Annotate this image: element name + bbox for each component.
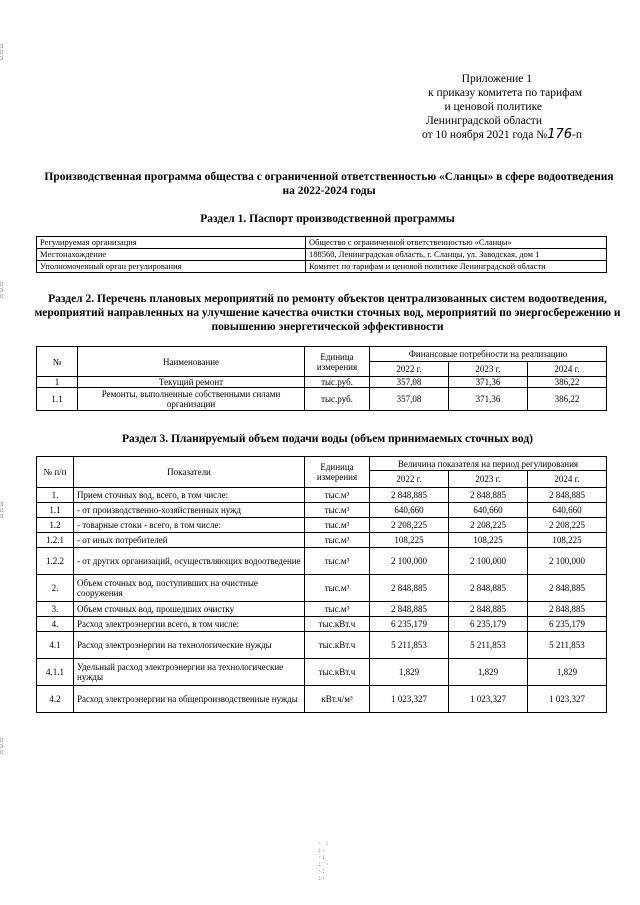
table-row xyxy=(37,503,607,518)
cell-unit: тыс.кВт.ч xyxy=(305,632,370,659)
passport-label: Местонахождение xyxy=(37,249,306,261)
cell-name: - товарные стоки - всего, в том числе: xyxy=(74,518,305,533)
cell-num: 1 xyxy=(37,377,78,388)
table-row xyxy=(37,388,607,411)
passport-value: Общество с ограниченной ответственностью «Сланцы» xyxy=(306,237,607,249)
header-row xyxy=(37,457,607,471)
cell-unit: тыс.руб. xyxy=(305,388,370,411)
section3-heading: Раздел 3. Планируемый объем подачи воды (объем принимаемых сточных вод) xyxy=(122,433,533,445)
passport-label: Уполномоченный орган регулирования xyxy=(37,261,306,273)
table-row xyxy=(37,237,607,249)
cell-name: Объем сточных вод, прошедших очистку xyxy=(74,602,305,617)
cell-num: 4. xyxy=(37,617,74,632)
cell-value: 6 235,179 xyxy=(527,617,606,632)
cell-value: 2 848,885 xyxy=(448,602,527,617)
cell-name: - от производственно-хозяйственных нужд xyxy=(74,503,305,518)
cell-num: 4.1.1 xyxy=(37,659,74,686)
table-row xyxy=(37,548,607,575)
scan-dots: · : :· ·: : · ·: :· xyxy=(318,840,329,882)
cell-name: - от других организаций, осуществляющих водоотведение xyxy=(74,548,305,575)
scan-mark-bottom: ⁞⁝ ⁝⁞ ⁞⁝ xyxy=(0,737,4,756)
header-name: Наименование xyxy=(78,347,305,377)
cell-num: 3. xyxy=(37,602,74,617)
cell-value: 2 848,885 xyxy=(527,488,606,503)
cell-value: 108,225 xyxy=(448,533,527,548)
cell-value: 2 100,000 xyxy=(448,548,527,575)
section1-heading: Раздел 1. Паспорт производственной программы xyxy=(200,213,455,225)
cell-value: 2 848,885 xyxy=(527,575,606,602)
cell-value: 2 848,885 xyxy=(370,575,449,602)
cell-value: 6 235,179 xyxy=(370,617,449,632)
cell-value: 2 208,225 xyxy=(527,518,606,533)
cell-unit: тыс.м³ xyxy=(305,488,370,503)
cell-unit: тыс.руб. xyxy=(305,377,370,388)
cell-unit: тыс.кВт.ч xyxy=(305,617,370,632)
appendix-line4: Ленинградской области xyxy=(425,115,542,127)
cell-value: 386,22 xyxy=(527,388,606,411)
header-name: Показатели xyxy=(74,457,305,488)
cell-name: Текущий ремонт xyxy=(78,377,305,388)
cell-num: 1. xyxy=(37,488,74,503)
cell-unit: тыс.м³ xyxy=(305,602,370,617)
cell-num: 1.1 xyxy=(37,388,78,411)
cell-name: Ремонты, выполненные собственными силами организации xyxy=(78,388,305,411)
header-year: 2024 г. xyxy=(527,471,606,488)
cell-value: 640,660 xyxy=(448,503,527,518)
cell-value: 2 100,000 xyxy=(370,548,449,575)
appendix-block xyxy=(422,72,582,142)
document-title: Производственная программа общества с ограниченной ответственностью «Сланцы» в сфере водоотведения на 2022-2024 годы xyxy=(44,171,614,197)
header-year: 2023 г. xyxy=(448,362,527,377)
cell-value: 2 100,000 xyxy=(527,548,606,575)
scan-mark-low: ⁝⁞ ⁞⁝ ⁝⁞ xyxy=(0,501,4,520)
volume-table xyxy=(36,456,607,713)
cell-value: 1,829 xyxy=(527,659,606,686)
header-unit: Единица измерения xyxy=(305,347,370,377)
cell-num: 1.2 xyxy=(37,518,74,533)
cell-unit: тыс.м³ xyxy=(305,548,370,575)
header-num: № п/п xyxy=(37,457,74,488)
cell-value: 2 848,885 xyxy=(370,488,449,503)
cell-unit: тыс.м³ xyxy=(305,575,370,602)
cell-value: 640,660 xyxy=(527,503,606,518)
order-suffix: -п xyxy=(572,129,582,141)
header-year: 2024 г. xyxy=(527,362,606,377)
appendix-line1: Приложение 1 xyxy=(461,73,532,85)
passport-value: 188560, Ленинградская область, г. Сланцы, ул. Заводская, дом 1 xyxy=(306,249,607,261)
cell-unit: тыс.м³ xyxy=(305,503,370,518)
cell-value: 357,08 xyxy=(370,388,449,411)
cell-value: 2 848,885 xyxy=(448,575,527,602)
cell-value: 371,36 xyxy=(448,377,527,388)
cell-unit: тыс.м³ xyxy=(305,533,370,548)
cell-value: 1,829 xyxy=(370,659,449,686)
cell-value: 1 023,327 xyxy=(448,686,527,713)
table-row xyxy=(37,632,607,659)
cell-value: 6 235,179 xyxy=(448,617,527,632)
order-number: 176 xyxy=(547,127,573,142)
cell-value: 108,225 xyxy=(527,533,606,548)
cell-value: 640,660 xyxy=(370,503,449,518)
cell-value: 5 211,853 xyxy=(527,632,606,659)
cell-name: Расход электроэнергии на технологические нужды xyxy=(74,632,305,659)
cell-value: 357,08 xyxy=(370,377,449,388)
header-year: 2022 г. xyxy=(370,471,449,488)
section2-heading: Раздел 2. Перечень плановых мероприятий по ремонту объектов централизованных систем водоотведения, мероприятий направленных на улучшение качества очистки сточных вод, мероприятий по энергосбережению и повышению энергетической эффективности xyxy=(34,293,621,333)
cell-value: 386,22 xyxy=(527,377,606,388)
table-row xyxy=(37,249,607,261)
table-row xyxy=(37,518,607,533)
table-row xyxy=(37,533,607,548)
cell-value: 1 023,327 xyxy=(370,686,449,713)
header-group: Величина показателя на период регулирования xyxy=(370,457,607,471)
cell-num: 1.1 xyxy=(37,503,74,518)
measures-table xyxy=(36,346,607,411)
table-row xyxy=(37,377,607,388)
cell-value: 2 208,225 xyxy=(448,518,527,533)
cell-name: Объем сточных вод, поступивших на очистные сооружения xyxy=(74,575,305,602)
header-num: № xyxy=(37,347,78,377)
volume-body xyxy=(37,488,607,713)
table-row xyxy=(37,488,607,503)
header-year: 2022 г. xyxy=(370,362,449,377)
table-row xyxy=(37,261,607,273)
table-row xyxy=(37,602,607,617)
appendix-line5 xyxy=(422,128,582,142)
cell-unit: тыс.кВт.ч xyxy=(305,659,370,686)
cell-value: 2 208,225 xyxy=(370,518,449,533)
header-row xyxy=(37,347,607,362)
cell-unit: кВт.ч/м³ xyxy=(305,686,370,713)
passport-value: Комитет по тарифам и ценовой политике Ленинградской области xyxy=(306,261,607,273)
cell-value: 1 023,327 xyxy=(527,686,606,713)
cell-value: 2 848,885 xyxy=(527,602,606,617)
table-row xyxy=(37,686,607,713)
cell-value: 2 848,885 xyxy=(370,602,449,617)
cell-name: Расход электроэнергии всего, в том числе: xyxy=(74,617,305,632)
cell-name: - от иных потребителей xyxy=(74,533,305,548)
table-row xyxy=(37,575,607,602)
cell-name: Расход электроэнергии на общепроизводственные нужды xyxy=(74,686,305,713)
cell-num: 4.1 xyxy=(37,632,74,659)
cell-value: 1,829 xyxy=(448,659,527,686)
header-year: 2023 г. xyxy=(448,471,527,488)
cell-name: Прием сточных вод, всего, в том числе: xyxy=(74,488,305,503)
cell-num: 2. xyxy=(37,575,74,602)
cell-value: 371,36 xyxy=(448,388,527,411)
appendix-line3: и ценовой политике xyxy=(444,101,542,113)
cell-num: 1.2.2 xyxy=(37,548,74,575)
cell-value: 2 848,885 xyxy=(448,488,527,503)
header-unit: Единица измерения xyxy=(305,457,370,488)
table-row xyxy=(37,659,607,686)
cell-unit: тыс.м³ xyxy=(305,518,370,533)
cell-name: Удельный расход электроэнергии на технологические нужды xyxy=(74,659,305,686)
appendix-line2: к приказу комитета по тарифам xyxy=(428,87,582,99)
cell-value: 5 211,853 xyxy=(448,632,527,659)
header-group: Финансовые потребности на реализацию xyxy=(370,347,607,362)
passport-table xyxy=(36,236,607,273)
cell-num: 4.2 xyxy=(37,686,74,713)
scan-mark-mid: ⁞⁝ ⁝⁞ ⁞⁝ xyxy=(0,281,4,300)
passport-label: Регулируемая организация xyxy=(37,237,306,249)
cell-value: 5 211,853 xyxy=(370,632,449,659)
cell-value: 108,225 xyxy=(370,533,449,548)
table-row xyxy=(37,617,607,632)
scan-mark-top: ⁝⁞ ⁞⁝ ⁝⁞ xyxy=(0,43,4,62)
order-date: от 10 ноября 2021 года № xyxy=(422,129,548,141)
cell-num: 1.2.1 xyxy=(37,533,74,548)
